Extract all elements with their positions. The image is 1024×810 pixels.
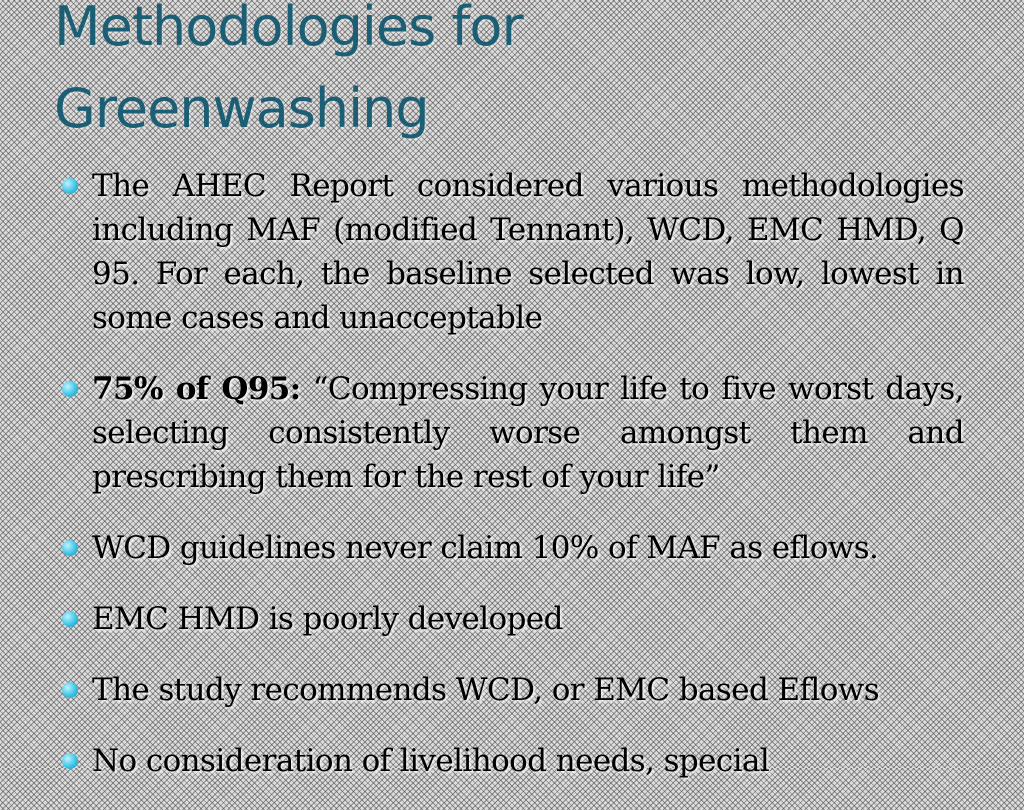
bullet-text: EMC HMD is poorly developed: [92, 601, 563, 637]
bullet-bold-text: 75% of Q95:: [92, 371, 301, 407]
bullet-item: [60, 526, 964, 570]
bullet-dot-icon: [62, 381, 78, 397]
bullet-dot-icon: [62, 682, 78, 698]
bullet-item: [60, 164, 964, 340]
bullet-dot-icon: [62, 611, 78, 627]
title-line-2: Greenwashing: [54, 77, 429, 140]
bullet-dot-icon: [62, 753, 78, 769]
bullet-item: [60, 668, 964, 712]
bullet-dot-icon: [62, 540, 78, 556]
bullet-text: The study recommends WCD, or EMC based Eflows: [92, 672, 880, 708]
bullet-item: [60, 739, 964, 783]
bullet-text: The AHEC Report considered various methodologies including MAF (modified Tennant), WCD, EMC HMD, Q 95. For each, the baseline selected was low, lowest in some cases and unacceptable: [92, 168, 964, 336]
bullet-dot-icon: [62, 178, 78, 194]
slide-title: [54, 0, 954, 150]
bullet-item: [60, 597, 964, 641]
title-line-1: Methodologies for: [54, 0, 523, 58]
bullet-text: WCD guidelines never claim 10% of MAF as eflows.: [92, 530, 879, 566]
bullet-item: [60, 367, 964, 499]
bullet-text: “Compressing your life to five worst days, selecting consistently worse amongst them and prescribing them for the rest of your life”: [92, 371, 964, 495]
bullet-list: [60, 164, 964, 810]
bullet-text: No consideration of livelihood needs, special: [92, 743, 770, 779]
